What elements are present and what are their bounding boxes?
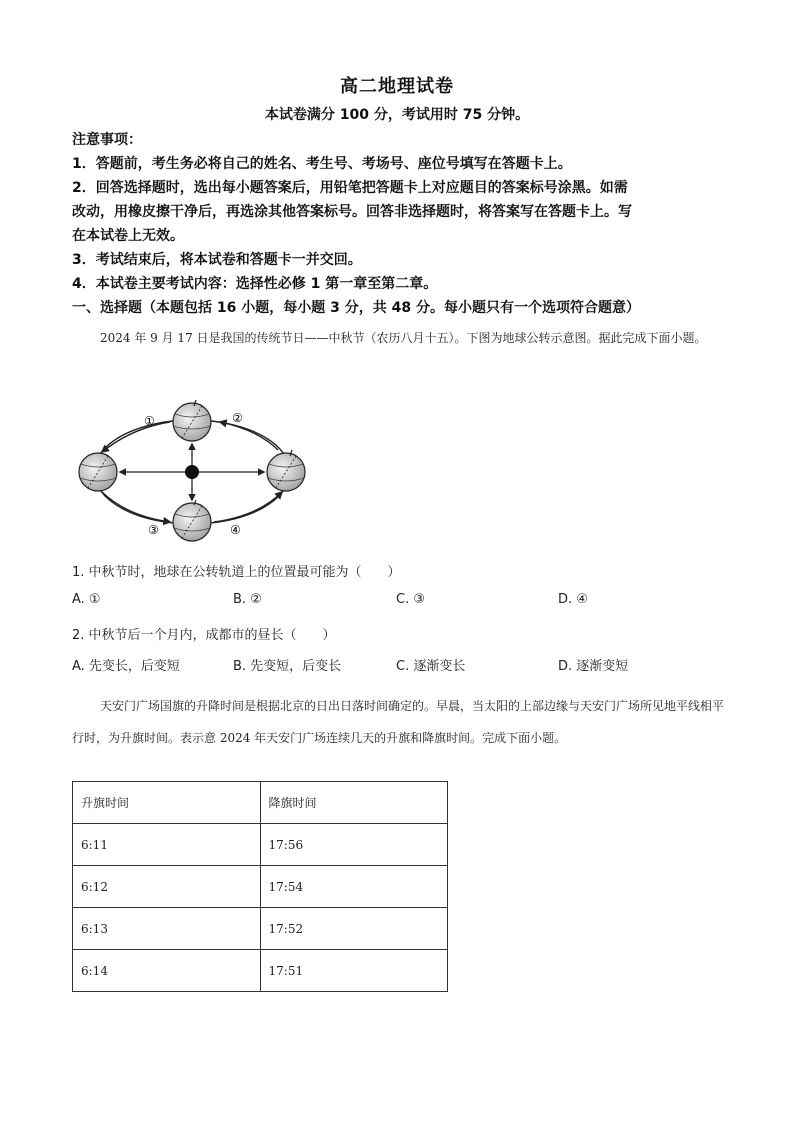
notice-heading: 注意事项：: [72, 132, 142, 148]
sun-icon: [185, 465, 199, 479]
notice-item: 2．回答选择题时，选出每小题答案后，用铅笔把答题卡上对应题目的答案标号涂黑。如需: [72, 180, 628, 196]
notice-item: 3．考试结束后，将本试卷和答题卡一并交回。: [72, 252, 362, 268]
earth-icon: [173, 500, 211, 541]
q2-option-d[interactable]: D. 逐渐变短: [558, 659, 629, 674]
q1-option-d[interactable]: D. ④: [558, 592, 588, 607]
earth-icon: [79, 453, 117, 491]
notice-item: 改动，用橡皮擦干净后，再选涂其他答案标号。回答非选择题时，将答案写在答题卡上。写: [72, 204, 632, 220]
position-label: ④: [230, 523, 241, 537]
table-cell: 6:11: [73, 824, 261, 866]
earth-icon: [267, 450, 305, 491]
orbit-arrow: [102, 492, 170, 522]
passage-flag: 天安门广场国旗的升降时间是根据北京的日出日落时间确定的。早晨，当太阳的上部边缘与天安门广场所见地平线相平行时，为升旗时间。表示意 2024 年天安门广场连续几天的升旗和降旗时间。完成下面小题。: [72, 699, 725, 745]
table-row: [73, 866, 448, 908]
q1-option-b[interactable]: B. ②: [233, 592, 262, 607]
table-header: 降旗时间: [260, 782, 448, 824]
table-cell: 17:52: [260, 908, 448, 950]
table-cell: 17:56: [260, 824, 448, 866]
table-cell: 6:13: [73, 908, 261, 950]
table-cell: 17:54: [260, 866, 448, 908]
table-header: 升旗时间: [73, 782, 261, 824]
table-header-row: [73, 782, 448, 824]
orbit-arrow: [214, 492, 282, 522]
position-label: ③: [148, 523, 159, 537]
earth-icon: [173, 400, 211, 441]
orbit-diagram: [72, 392, 322, 542]
q1-option-c[interactable]: C. ③: [396, 592, 425, 607]
table-cell: 6:14: [73, 950, 261, 992]
table-cell: 17:51: [260, 950, 448, 992]
q2-option-a[interactable]: A. 先变长，后变短: [72, 659, 180, 674]
position-label: ①: [144, 414, 155, 428]
section-heading: 一、选择题（本题包括 16 小题，每小题 3 分，共 48 分。每小题只有一个选项符合题意）: [72, 300, 640, 316]
position-label: ②: [232, 411, 243, 425]
question-2-stem: 2. 中秋节后一个月内，成都市的昼长（ ）: [72, 628, 336, 643]
notice-item: 4．本试卷主要考试内容：选择性必修 1 第一章至第二章。: [72, 276, 438, 292]
table-row: [73, 950, 448, 992]
notice-item: 1．答题前，考生务必将自己的姓名、考生号、考场号、座位号填写在答题卡上。: [72, 156, 572, 172]
page-subtitle: 本试卷满分 100 分，考试用时 75 分钟。: [264, 107, 530, 123]
page-title: 高二地理试卷: [340, 76, 454, 97]
table-row: [73, 908, 448, 950]
q2-option-c[interactable]: C. 逐渐变长: [396, 659, 466, 674]
q1-option-a[interactable]: A. ①: [72, 592, 101, 607]
passage-intro: 2024 年 9 月 17 日是我国的传统节日——中秋节（农历八月十五）。下图为地球公转示意图。据此完成下面小题。: [100, 331, 707, 345]
table-row: [73, 824, 448, 866]
notice-block: [72, 128, 732, 320]
table-cell: 6:12: [73, 866, 261, 908]
orbit-arrow: [102, 422, 170, 452]
orbit-arrow: [220, 422, 278, 450]
question-1-stem: 1. 中秋节时，地球在公转轨道上的位置最可能为（ ）: [72, 565, 401, 580]
flag-time-table: [72, 781, 448, 992]
q2-option-b[interactable]: B. 先变短，后变长: [233, 659, 342, 674]
notice-item: 在本试卷上无效。: [72, 228, 184, 244]
